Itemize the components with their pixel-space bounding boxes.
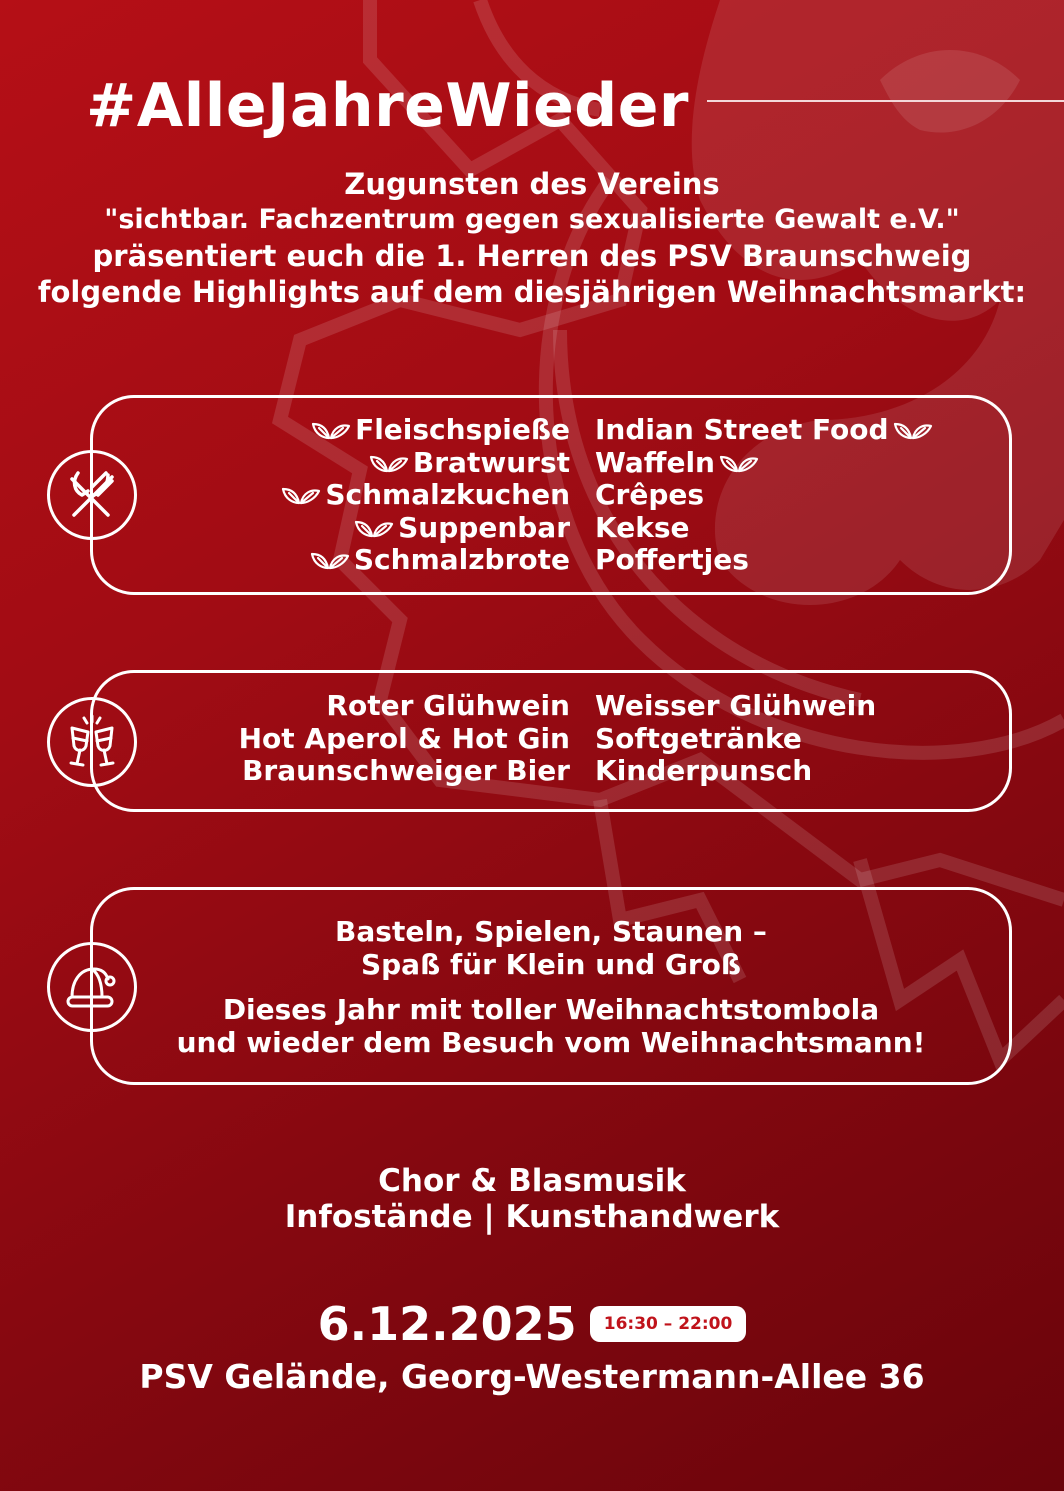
list-item bbox=[595, 512, 937, 545]
intro-line-4: folgende Highlights auf dem diesjährigen Weihnachtsmarkt: bbox=[37, 275, 1027, 309]
kids-highlights bbox=[90, 994, 1012, 1059]
list-item bbox=[595, 479, 937, 512]
drinks-icon-circle bbox=[47, 697, 137, 787]
list-item bbox=[239, 690, 570, 723]
vegan-leaf-icon bbox=[281, 485, 321, 507]
list-item bbox=[595, 755, 876, 788]
list-item-label: Poffertjes bbox=[595, 543, 749, 576]
list-item-label: Softgetränke bbox=[595, 721, 802, 755]
vegan-leaf-icon bbox=[354, 518, 394, 540]
list-item bbox=[595, 447, 937, 480]
list-item-label: Braunschweiger Bier bbox=[242, 754, 570, 787]
vegan-leaf-icon bbox=[893, 420, 933, 442]
vegan-leaf-icon bbox=[310, 550, 350, 572]
list-item bbox=[277, 479, 570, 512]
vegan-leaf-icon bbox=[719, 453, 759, 475]
intro-line-1: Zugunsten des Vereins bbox=[344, 167, 720, 201]
extras-text bbox=[0, 1163, 1064, 1235]
cheers-glasses-icon bbox=[62, 712, 122, 772]
title-divider bbox=[707, 100, 1064, 102]
list-item-label: Crêpes bbox=[595, 478, 705, 511]
time-badge: 16:30 – 22:00 bbox=[590, 1306, 747, 1342]
page-title: #AlleJahreWieder bbox=[86, 71, 690, 141]
list-item-label: Waffeln bbox=[595, 445, 715, 479]
vegan-leaf-icon bbox=[369, 453, 409, 475]
extras-line-2: Infostände | Kunsthandwerk bbox=[284, 1199, 780, 1235]
list-item-label: Kinderpunsch bbox=[595, 754, 813, 787]
intro-text bbox=[0, 166, 1064, 310]
intro-line-2: "sichtbar. Fachzentrum gegen sexualisierte Gewalt e.V." bbox=[104, 204, 960, 235]
date-row bbox=[0, 1296, 1064, 1352]
food-list-right bbox=[595, 414, 937, 577]
list-item bbox=[239, 755, 570, 788]
list-item-label: Hot Aperol & Hot Gin bbox=[238, 721, 570, 755]
list-item-label: Fleischspieße bbox=[355, 413, 570, 446]
list-item-label: Suppenbar bbox=[398, 510, 570, 544]
list-item-label: Bratwurst bbox=[412, 445, 570, 479]
list-item-label: Roter Glühwein bbox=[326, 689, 570, 722]
list-item-label: Schmalzkuchen bbox=[325, 478, 570, 511]
intro-line-3: präsentiert euch die 1. Herren des PSV Braunschweig bbox=[92, 239, 972, 273]
list-item bbox=[595, 544, 937, 577]
list-item bbox=[277, 447, 570, 480]
vegan-leaf-icon bbox=[311, 420, 351, 442]
list-item-label: Indian Street Food bbox=[595, 413, 889, 446]
cutlery-icon bbox=[64, 467, 120, 523]
list-item bbox=[277, 512, 570, 545]
list-item-label: Weisser Glühwein bbox=[595, 689, 877, 722]
kids-line-3: Dieses Jahr mit toller Weihnachtstombola bbox=[222, 993, 880, 1026]
extras-line-1: Chor & Blasmusik bbox=[378, 1163, 686, 1199]
list-item bbox=[239, 723, 570, 756]
list-item bbox=[595, 414, 937, 447]
food-list-left bbox=[277, 414, 570, 577]
kids-line-2: Spaß für Klein und Groß bbox=[360, 947, 742, 981]
event-date: 6.12.2025 bbox=[317, 1297, 577, 1351]
list-item-label: Schmalzbrote bbox=[353, 543, 570, 576]
list-item bbox=[595, 690, 876, 723]
kids-line-1: Basteln, Spielen, Staunen – bbox=[335, 915, 767, 948]
food-icon-circle bbox=[47, 450, 137, 540]
event-location: PSV Gelände, Georg-Westermann-Allee 36 bbox=[139, 1357, 925, 1396]
list-item bbox=[277, 544, 570, 577]
drinks-list-left bbox=[239, 690, 570, 788]
drinks-list-right bbox=[595, 690, 876, 788]
list-item bbox=[277, 414, 570, 447]
kids-line-4: und wieder dem Besuch vom Weihnachtsmann! bbox=[176, 1025, 926, 1059]
list-item bbox=[595, 723, 876, 756]
list-item-label: Kekse bbox=[595, 510, 690, 544]
kids-activities bbox=[90, 916, 1012, 981]
